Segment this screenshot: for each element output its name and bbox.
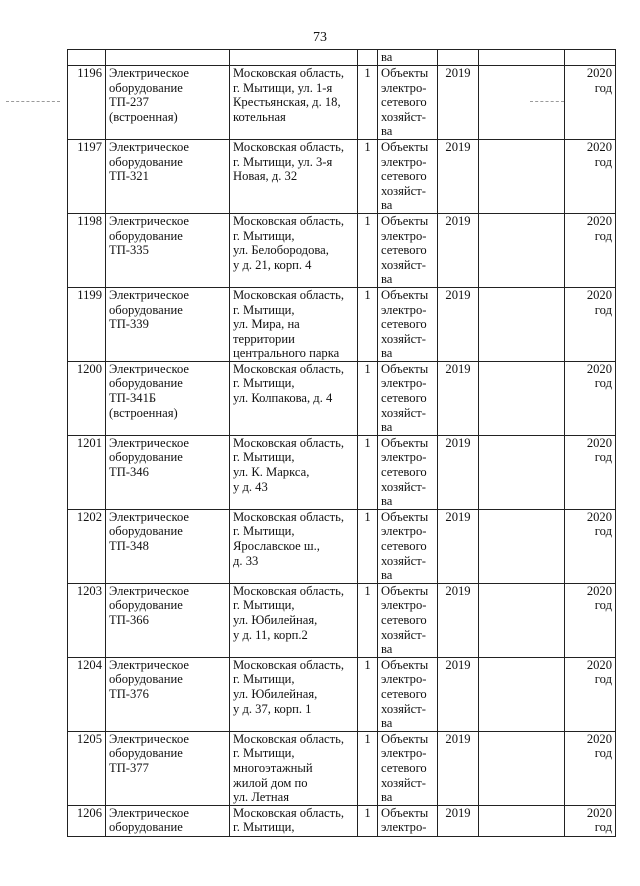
object-category <box>378 805 438 836</box>
cell-line: электро- <box>381 598 427 613</box>
cell-line: электро- <box>381 672 427 687</box>
cell-empty <box>479 731 565 805</box>
cell-line: сетевого <box>381 317 427 332</box>
cell-line: хозяйст- <box>381 331 426 346</box>
cell-empty <box>479 583 565 657</box>
object-address <box>230 509 358 583</box>
cell-line: хозяйст- <box>381 553 426 568</box>
registry-table <box>67 49 616 837</box>
object-address <box>230 361 358 435</box>
cell-line: территории <box>233 331 295 346</box>
cell-line: ва <box>381 790 393 805</box>
cell-line: электро- <box>381 746 427 761</box>
object-category <box>378 213 438 287</box>
cell-line: год <box>594 302 612 317</box>
object-name <box>106 287 230 361</box>
quantity: 1 <box>358 731 378 805</box>
object-address <box>230 66 358 140</box>
table-row <box>68 583 616 657</box>
cell-empty <box>230 50 358 66</box>
row-number: 1197 <box>68 139 106 213</box>
end-year <box>565 731 616 805</box>
cell-line: оборудование <box>109 302 183 317</box>
cell-line: сетевого <box>381 612 427 627</box>
cell-line: Объекты <box>381 805 429 820</box>
cell-empty <box>565 50 616 66</box>
cell-line: 2020 <box>586 213 612 228</box>
cell-line: ва <box>381 124 393 139</box>
quantity: 1 <box>358 805 378 836</box>
start-year: 2019 <box>438 361 479 435</box>
cell-line: год <box>594 672 612 687</box>
cell-line: год <box>594 80 612 95</box>
cell-line: ул. Колпакова, д. 4 <box>233 391 333 406</box>
cell-line: 2020 <box>586 139 612 154</box>
cell-line: хозяйст- <box>381 183 426 198</box>
cell-empty <box>479 66 565 140</box>
cell-line: 2020 <box>586 361 612 376</box>
cell-line: оборудование <box>109 746 183 761</box>
object-category <box>378 583 438 657</box>
table-row <box>68 361 616 435</box>
cell-line: у д. 11, корп.2 <box>233 627 308 642</box>
start-year: 2019 <box>438 435 479 509</box>
cell-line: Московская область, <box>233 509 345 524</box>
cell-line: год <box>594 376 612 391</box>
cell-line: 2020 <box>586 805 612 820</box>
cell-empty <box>358 50 378 66</box>
object-address <box>230 731 358 805</box>
cell-line: г. Мытищи, ул. 1-я <box>233 80 333 95</box>
cell-empty <box>479 361 565 435</box>
end-year <box>565 435 616 509</box>
cell-line: год <box>594 228 612 243</box>
object-address <box>230 213 358 287</box>
cell-line: год <box>594 820 612 835</box>
cell-line: 2020 <box>586 509 612 524</box>
object-address <box>230 287 358 361</box>
table-row <box>68 805 616 836</box>
quantity: 1 <box>358 583 378 657</box>
cell-empty <box>479 213 565 287</box>
cell-line: г. Мытищи, ул. 3-я <box>233 154 333 169</box>
cell-line: Электрическое <box>109 66 190 80</box>
cell-line: электро- <box>381 80 427 95</box>
quantity: 1 <box>358 657 378 731</box>
cell-line: г. Мытищи, <box>233 820 295 835</box>
quantity: 1 <box>358 287 378 361</box>
object-address <box>230 435 358 509</box>
cell-line: ва <box>381 420 393 435</box>
cell-line: ТП-377 <box>109 760 149 775</box>
cell-line: Ярославское ш., <box>233 539 320 553</box>
object-category <box>378 66 438 140</box>
end-year <box>565 66 616 140</box>
object-category <box>378 657 438 731</box>
cell-line: 2020 <box>586 435 612 450</box>
object-category <box>378 731 438 805</box>
cell-line: г. Мытищи, <box>233 302 295 317</box>
cell-line: Московская область, <box>233 657 345 672</box>
cell-line: Московская область, <box>233 361 345 376</box>
cell-line: Московская область, <box>233 213 345 228</box>
cell-line: ул. Юбилейная, <box>233 686 318 701</box>
quantity: 1 <box>358 213 378 287</box>
start-year: 2019 <box>438 213 479 287</box>
cell-line: ТП-335 <box>109 243 149 258</box>
cell-line: оборудование <box>109 80 183 95</box>
cell-line: ва <box>381 568 393 583</box>
cell-line: год <box>594 746 612 761</box>
cell-line: оборудование <box>109 672 183 687</box>
cell-line: ТП-237 <box>109 95 149 110</box>
cell-line: ТП-366 <box>109 612 149 627</box>
cell-line: у д. 37, корп. 1 <box>233 701 312 716</box>
quantity: 1 <box>358 139 378 213</box>
cell-line: ТП-321 <box>109 169 149 184</box>
cell-line: ва <box>381 272 393 287</box>
cell-line: Электрическое <box>109 805 190 820</box>
row-number: 1200 <box>68 361 106 435</box>
row-number: 1206 <box>68 805 106 836</box>
cell-line: ва <box>381 494 393 509</box>
cell-line: Московская область, <box>233 435 345 450</box>
cell-line: г. Мытищи, <box>233 746 295 761</box>
cell-line: 2020 <box>586 583 612 598</box>
object-category <box>378 361 438 435</box>
cell-line: (встроенная) <box>109 109 178 124</box>
row-number: 1205 <box>68 731 106 805</box>
cell-empty <box>479 435 565 509</box>
cell-line: оборудование <box>109 228 183 243</box>
start-year: 2019 <box>438 731 479 805</box>
cell-line: оборудование <box>109 376 183 391</box>
table-row <box>68 139 616 213</box>
start-year: 2019 <box>438 805 479 836</box>
row-number: 1199 <box>68 287 106 361</box>
cell-line: оборудование <box>109 524 183 539</box>
cell-line: ва <box>381 716 393 731</box>
page-number: 73 <box>313 30 327 45</box>
cell-line: ТП-348 <box>109 539 149 553</box>
cell-empty <box>479 657 565 731</box>
cell-line: год <box>594 598 612 613</box>
start-year: 2019 <box>438 509 479 583</box>
cell-line: 2020 <box>586 657 612 672</box>
table-row <box>68 287 616 361</box>
cell-line: хозяйст- <box>381 109 426 124</box>
cell-line: хозяйст- <box>381 257 426 272</box>
row-number: 1201 <box>68 435 106 509</box>
object-name <box>106 657 230 731</box>
start-year: 2019 <box>438 287 479 361</box>
cell-line: сетевого <box>381 95 427 110</box>
cell-line: Объекты <box>381 657 429 672</box>
cell-line: сетевого <box>381 169 427 184</box>
cell-line: у д. 21, корп. 4 <box>233 257 312 272</box>
cell-line: ул. Летная <box>233 790 289 805</box>
cell-line: сетевого <box>381 539 427 553</box>
cell-line: у д. 43 <box>233 479 268 494</box>
cell-line: электро- <box>381 524 427 539</box>
cell-line: г. Мытищи, <box>233 228 295 243</box>
object-name <box>106 509 230 583</box>
cell-line: Московская область, <box>233 66 345 80</box>
cell-line: ул. Юбилейная, <box>233 612 318 627</box>
end-year <box>565 583 616 657</box>
cell-line: г. Мытищи, <box>233 450 295 465</box>
cell-line: ТП-376 <box>109 686 149 701</box>
cell-line: Объекты <box>381 213 429 228</box>
end-year <box>565 213 616 287</box>
quantity: 1 <box>358 435 378 509</box>
cell-line: центрального парка <box>233 346 340 361</box>
cell-line: Электрическое <box>109 213 190 228</box>
start-year: 2019 <box>438 583 479 657</box>
cell-empty <box>479 139 565 213</box>
cell-line: Московская область, <box>233 287 345 302</box>
cell-line: сетевого <box>381 391 427 406</box>
cell-line: Московская область, <box>233 731 345 746</box>
start-year: 2019 <box>438 657 479 731</box>
cell-line: электро- <box>381 154 427 169</box>
end-year <box>565 657 616 731</box>
cell-line: Московская область, <box>233 139 345 154</box>
cell-line: многоэтажный <box>233 760 313 775</box>
cell-line: ва <box>381 642 393 657</box>
end-year <box>565 805 616 836</box>
cell-line: (встроенная) <box>109 405 178 420</box>
cell-line: оборудование <box>109 820 183 835</box>
cell-line: оборудование <box>109 154 183 169</box>
cell-empty <box>479 287 565 361</box>
cell-line: сетевого <box>381 686 427 701</box>
cell-line: ТП-341Б <box>109 391 157 406</box>
cell-line: год <box>594 524 612 539</box>
cell-line: Электрическое <box>109 139 190 154</box>
object-address <box>230 583 358 657</box>
cell-line: электро- <box>381 820 427 835</box>
end-year <box>565 361 616 435</box>
cell-line: Новая, д. 32 <box>233 169 298 184</box>
cell-line: г. Мытищи, <box>233 524 295 539</box>
continuation-row <box>68 50 616 66</box>
row-number: 1202 <box>68 509 106 583</box>
cell-line: г. Мытищи, <box>233 376 295 391</box>
cell-line: Объекты <box>381 361 429 376</box>
cell-line: Электрическое <box>109 435 190 450</box>
object-category <box>378 287 438 361</box>
cell-line: Крестьянская, д. 18, <box>233 95 341 110</box>
row-number: 1204 <box>68 657 106 731</box>
table-row <box>68 509 616 583</box>
cell-line: д. 33 <box>233 553 259 568</box>
cell-line: Объекты <box>381 287 429 302</box>
cell-line: ТП-346 <box>109 465 149 480</box>
table-row <box>68 435 616 509</box>
cell-line: ва <box>381 346 393 361</box>
cell-line: ТП-339 <box>109 317 149 332</box>
cell-line: оборудование <box>109 450 183 465</box>
object-address <box>230 805 358 836</box>
cell-line: сетевого <box>381 243 427 258</box>
cell-line: 2020 <box>586 66 612 80</box>
cell-line: Объекты <box>381 139 429 154</box>
continuation-cell: ва <box>378 50 438 66</box>
object-name <box>106 583 230 657</box>
end-year <box>565 509 616 583</box>
table-row <box>68 213 616 287</box>
cell-line: Электрическое <box>109 657 190 672</box>
cell-line: ул. Белобородова, <box>233 243 329 258</box>
cell-line: Объекты <box>381 435 429 450</box>
cell-line: оборудование <box>109 598 183 613</box>
cell-line: электро- <box>381 376 427 391</box>
cell-line: хозяйст- <box>381 775 426 790</box>
cell-line: хозяйст- <box>381 405 426 420</box>
object-address <box>230 657 358 731</box>
cell-line: Объекты <box>381 66 429 80</box>
cell-line: хозяйст- <box>381 701 426 716</box>
cell-line: электро- <box>381 450 427 465</box>
object-name <box>106 361 230 435</box>
cell-empty <box>479 805 565 836</box>
quantity: 1 <box>358 66 378 140</box>
object-name <box>106 213 230 287</box>
cell-line: год <box>594 154 612 169</box>
cell-line: Объекты <box>381 583 429 598</box>
cell-line: ул. К. Маркса, <box>233 465 310 480</box>
start-year: 2019 <box>438 139 479 213</box>
quantity: 1 <box>358 361 378 435</box>
cell-line: Московская область, <box>233 805 345 820</box>
object-name <box>106 66 230 140</box>
table-row <box>68 66 616 140</box>
object-category <box>378 435 438 509</box>
cell-line: Московская область, <box>233 583 345 598</box>
table-body <box>68 50 616 837</box>
table-row <box>68 731 616 805</box>
cell-line: г. Мытищи, <box>233 672 295 687</box>
cell-empty <box>438 50 479 66</box>
cell-line: Электрическое <box>109 509 190 524</box>
row-number: 1203 <box>68 583 106 657</box>
cell-line: Электрическое <box>109 287 190 302</box>
cell-empty <box>479 509 565 583</box>
cell-line: г. Мытищи, <box>233 598 295 613</box>
start-year: 2019 <box>438 66 479 140</box>
object-name <box>106 139 230 213</box>
object-category <box>378 139 438 213</box>
cell-line: Электрическое <box>109 361 190 376</box>
cell-empty <box>106 50 230 66</box>
cell-line: ва <box>381 198 393 213</box>
cell-empty <box>479 50 565 66</box>
object-category <box>378 509 438 583</box>
cell-line: сетевого <box>381 760 427 775</box>
cell-line: котельная <box>233 109 286 124</box>
cell-line: ул. Мира, на <box>233 317 300 332</box>
cell-line: сетевого <box>381 465 427 480</box>
object-name <box>106 435 230 509</box>
cell-line: Электрическое <box>109 731 190 746</box>
cell-line: 2020 <box>586 731 612 746</box>
cell-line: Объекты <box>381 509 429 524</box>
cell-line: Объекты <box>381 731 429 746</box>
cell-line: 2020 <box>586 287 612 302</box>
cell-line: год <box>594 450 612 465</box>
cell-line: электро- <box>381 228 427 243</box>
object-name <box>106 731 230 805</box>
cell-empty <box>68 50 106 66</box>
end-year <box>565 287 616 361</box>
cell-line: хозяйст- <box>381 627 426 642</box>
end-year <box>565 139 616 213</box>
row-number: 1196 <box>68 66 106 140</box>
cell-line: хозяйст- <box>381 479 426 494</box>
table-row <box>68 657 616 731</box>
scan-artifact-left <box>6 101 60 103</box>
cell-line: Электрическое <box>109 583 190 598</box>
object-name <box>106 805 230 836</box>
cell-line: электро- <box>381 302 427 317</box>
quantity: 1 <box>358 509 378 583</box>
object-address <box>230 139 358 213</box>
row-number: 1198 <box>68 213 106 287</box>
cell-line: жилой дом по <box>233 775 308 790</box>
